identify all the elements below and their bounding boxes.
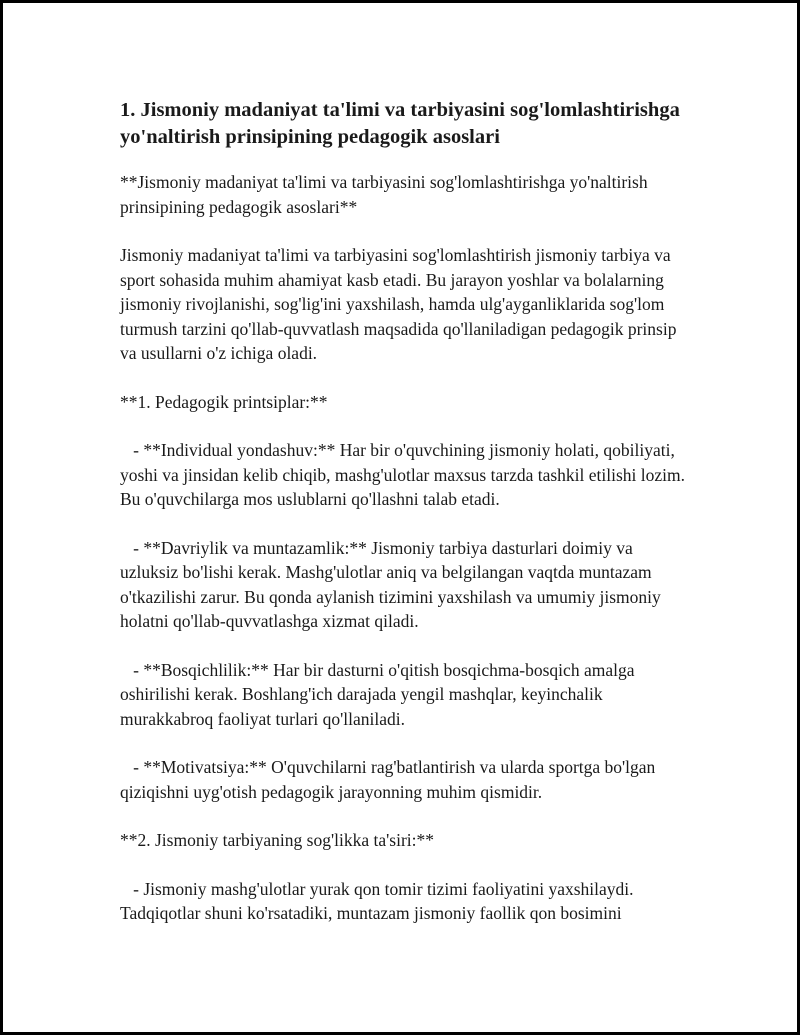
list-item-davriylik: - **Davriylik va muntazamlik:** Jismoniy tarbiya dasturlari doimiy va uzluksiz bo'lishi kerak. Mashg'ulotlar aniq va belgilangan vaqtda muntazam o'tkazilishi zarur. Bu qonda aylanish tizimini yaxshilash va umumiy jismoniy holatni qo'llab-quvvatlashga xizmat qiladi. [120, 537, 666, 631]
paragraph-bold-title: **Jismoniy madaniyat ta'limi va tarbiyasini sog'lomlashtirishga yo'naltirish prinsipining pedagogik asoslari** [120, 172, 652, 217]
section-heading-1: **1. Pedagogik printsiplar:** [120, 391, 328, 412]
list-item-mashgulotlar: - Jismoniy mashg'ulotlar yurak qon tomir tizimi faoliyatini yaxshilaydi. Tadqiqotlar shuni ko'rsatadiki, muntazam jismoniy faollik qon bosimini [120, 878, 638, 923]
section-heading-2: **2. Jismoniy tarbiyaning sog'likka ta'siri:** [120, 830, 434, 850]
document-body [120, 97, 690, 926]
paragraph-intro: Jismoniy madaniyat ta'limi va tarbiyasini sog'lomlashtirish jismoniy tarbiya va sport sohasida muhim ahamiyat kasb etadi. Bu jarayon yoshlar va bolalarning jismoniy rivojlanishi, sog'lig'ini yaxshilash, hamda ulg'ayganliklarida sog'lom turmush tarzini qo'llab-quvvatlash maqsadida qo'llaniladigan pedagogik prinsip va usullarni o'z ichiga oladi. [120, 245, 681, 363]
document-heading: 1. Jismoniy madaniyat ta'limi va tarbiyasini sog'lomlashtirishga yo'naltirish prinsipining pedagogik asoslari [120, 99, 680, 148]
list-item-motivatsiya: - **Motivatsiya:** O'quvchilarni rag'batlantirish va ularda sportga bo'lgan qiziqishni uyg'otish pedagogik jarayonning muhim qismidir. [120, 757, 660, 802]
list-item-individual: - **Individual yondashuv:** Har bir o'quvchining jismoniy holati, qobiliyati, yoshi va jinsidan kelib chiqib, mashg'ulotlar maxsus tarzda tashkil etilishi lozim. Bu o'quvchilarga mos uslublarni qo'llashni talab etadi. [120, 440, 690, 509]
list-item-bosqichlilik: - **Bosqichlilik:** Har bir dasturni o'qitish bosqichma-bosqich amalga oshirilishi kerak. Boshlang'ich darajada yengil mashqlar, keyinchalik murakkabroq faoliyat turlari qo'llaniladi. [120, 659, 639, 729]
